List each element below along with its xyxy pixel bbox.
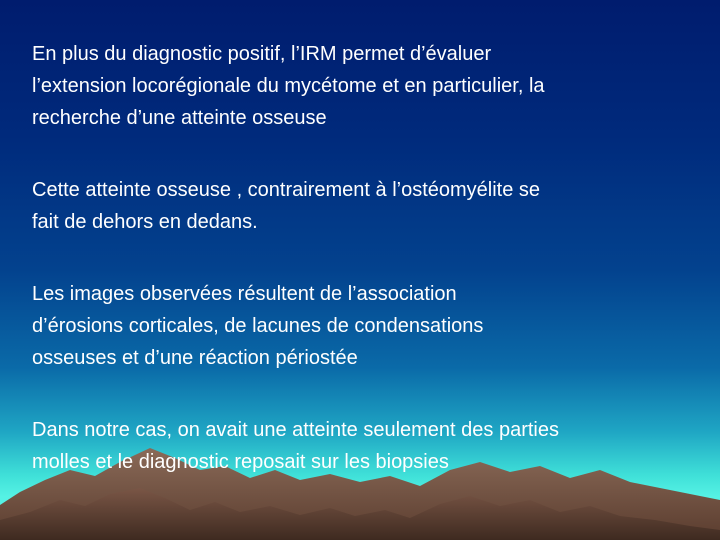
text-line: recherche d’une atteinte osseuse bbox=[32, 107, 327, 129]
text-line: En plus du diagnostic positif, l’IRM permet d’évaluer bbox=[32, 43, 492, 65]
paragraph-images bbox=[32, 278, 692, 374]
paragraph-mri bbox=[32, 38, 692, 134]
text-line: d’érosions corticales, de lacunes de condensations bbox=[32, 315, 484, 337]
paragraph-our-case bbox=[32, 414, 692, 478]
text-line: molles et le diagnostic reposait sur les biopsies bbox=[32, 451, 449, 473]
paragraph-bone-involvement bbox=[32, 174, 692, 238]
text-line: Cette atteinte osseuse , contrairement à l’ostéomyélite se bbox=[32, 179, 541, 201]
text-line: l’extension locorégionale du mycétome et en particulier, la bbox=[32, 75, 545, 97]
slide-text-body bbox=[32, 38, 692, 518]
text-line: Dans notre cas, on avait une atteinte seulement des parties bbox=[32, 419, 559, 441]
text-line: fait de dehors en dedans. bbox=[32, 211, 258, 233]
text-line: osseuses et d’une réaction périostée bbox=[32, 347, 358, 369]
text-line: Les images observées résultent de l’association bbox=[32, 283, 457, 305]
